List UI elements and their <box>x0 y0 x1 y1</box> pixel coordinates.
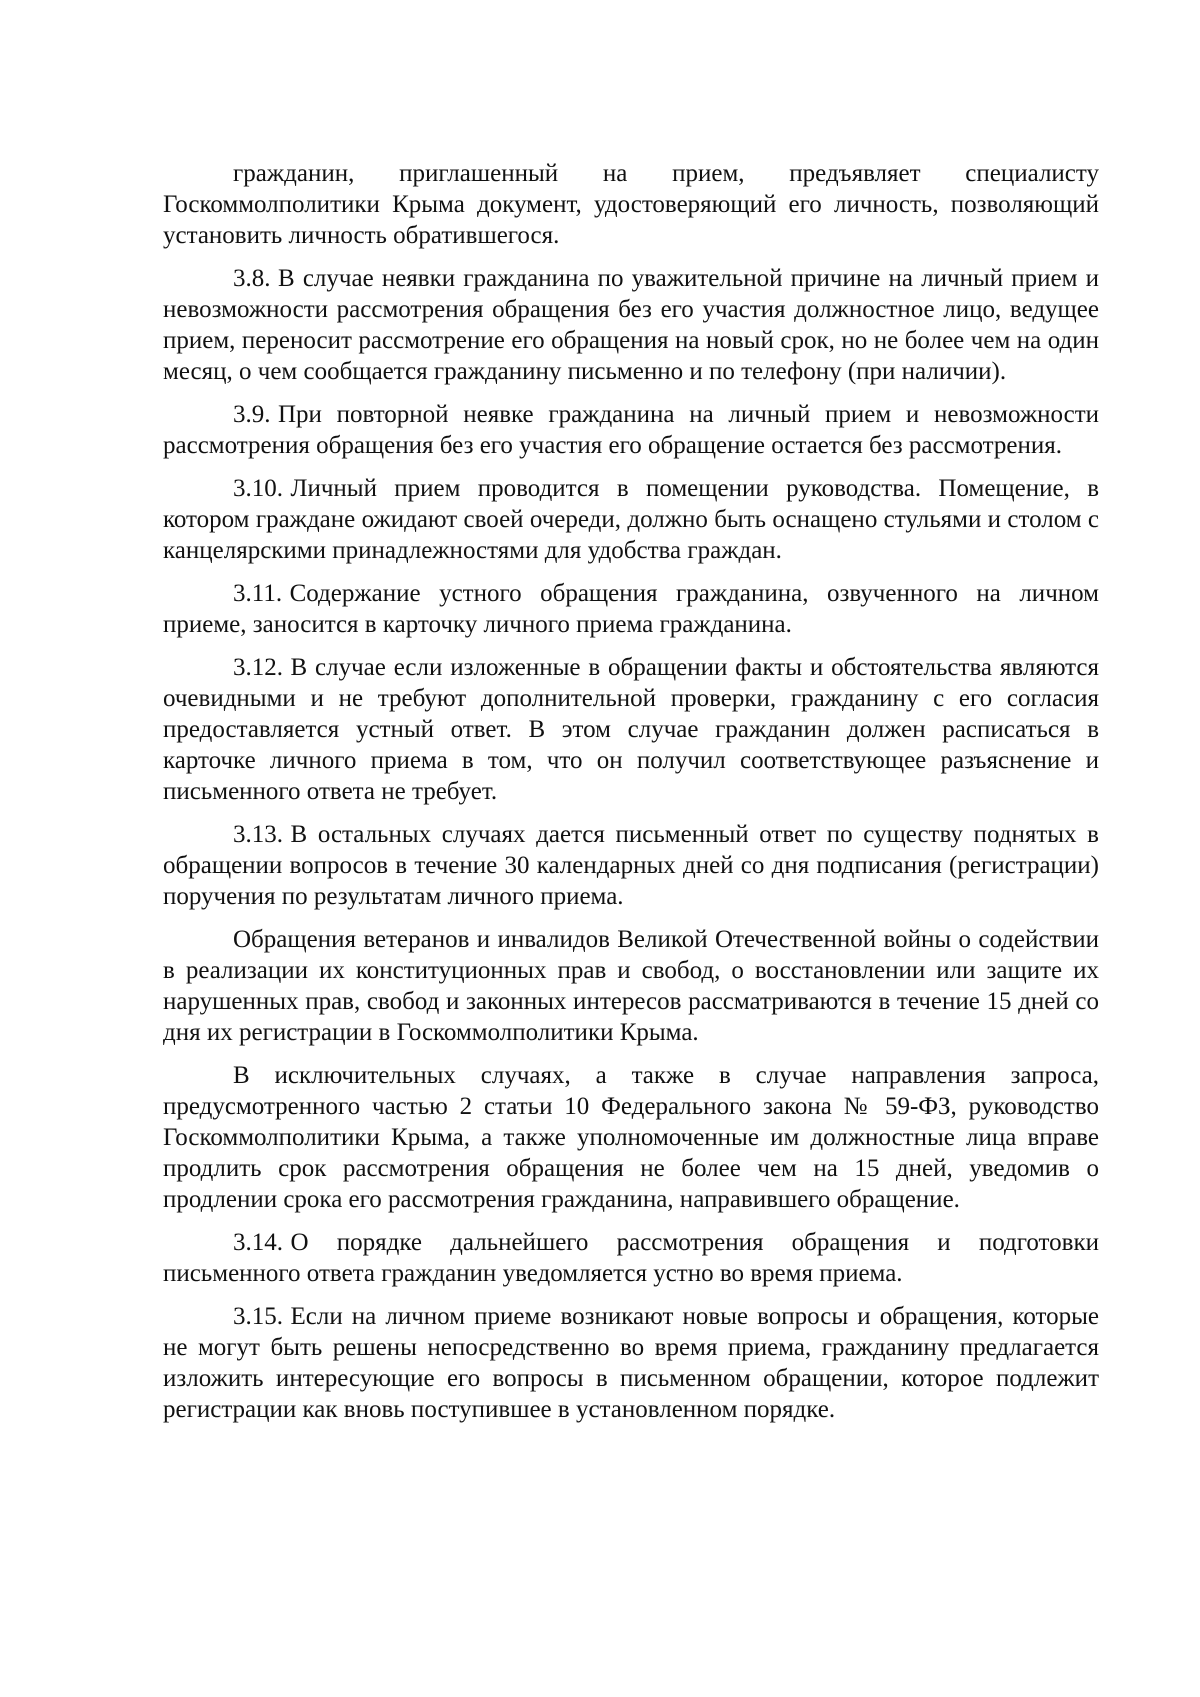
paragraph-text: Содержание устного обращения гражданина, озвученного на личном приеме, заносится в карточку личного приема гражданина. <box>163 580 1099 638</box>
paragraph-text: гражданин, приглашенный на прием, предъявляет специалисту Госкоммолполитики Крыма документ, удостоверяющий его личность, позволяющий установить личность обратившегося. <box>163 160 1099 249</box>
paragraph-text: Личный прием проводится в помещении руководства. Помещение, в котором граждане ожидают своей очереди, должно быть оснащено стульями и столом с канцелярскими принадлежностями для удобства граждан. <box>163 475 1099 564</box>
paragraph-number: 3.15. <box>233 1303 283 1330</box>
paragraph-number: 3.10. <box>233 475 283 502</box>
paragraph-number: 3.12. <box>233 654 283 681</box>
paragraph-3-13 <box>163 819 1099 912</box>
paragraph-number: 3.8. <box>233 265 271 292</box>
paragraph-text: При повторной неявке гражданина на личный прием и невозможности рассмотрения обращения без его участия его обращение остается без рассмотрения. <box>163 401 1099 459</box>
paragraph-3-10 <box>163 473 1099 566</box>
paragraph-3-12 <box>163 652 1099 807</box>
paragraph-text: О порядке дальнейшего рассмотрения обращения и подготовки письменного ответа гражданин уведомляется устно во время приема. <box>163 1229 1099 1287</box>
paragraph-text: В остальных случаях дается письменный ответ по существу поднятых в обращении вопросов в течение 30 календарных дней со дня подписания (регистрации) поручения по результатам личного приема. <box>163 821 1099 910</box>
paragraph-number: 3.11. <box>233 580 283 607</box>
paragraph-text: Обращения ветеранов и инвалидов Великой Отечественной войны о содействии в реализации их конституционных прав и свобод, о восстановлении или защите их нарушенных прав, свобод и законных интересов рассматриваются в течение 15 дней со дня их регистрации в Госкоммолполитики Крыма. <box>163 926 1099 1046</box>
paragraph-3-9 <box>163 399 1099 461</box>
paragraph-3-15 <box>163 1301 1099 1425</box>
paragraph-veterans <box>163 924 1099 1048</box>
paragraph-3-14 <box>163 1227 1099 1289</box>
paragraph-3-8 <box>163 263 1099 387</box>
paragraph-text: В случае неявки гражданина по уважительной причине на личный прием и невозможности рассмотрения обращения без его участия должностное лицо, ведущее прием, переносит рассмотрение его обращения на новый срок, но не более чем на один месяц, о чем сообщается гражданину письменно и по телефону (при наличии). <box>163 265 1099 385</box>
paragraph-number: 3.9. <box>233 401 271 428</box>
paragraph-text: В случае если изложенные в обращении факты и обстоятельства являются очевидными и не требуют дополнительной проверки, гражданину с его согласия предоставляется устный ответ. В этом случае гражданин должен расписаться в карточке личного приема в том, что он получил соответствующее разъяснение и письменного ответа не требует. <box>163 654 1099 805</box>
paragraph-number: 3.14. <box>233 1229 283 1256</box>
paragraph-exceptional-cases <box>163 1060 1099 1215</box>
paragraph-3-11 <box>163 578 1099 640</box>
paragraph-number: 3.13. <box>233 821 283 848</box>
paragraph-3-7-continuation <box>163 158 1099 251</box>
paragraph-text: В исключительных случаях, а также в случае направления запроса, предусмотренного частью 2 статьи 10 Федерального закона № 59-ФЗ, руководство Госкоммолполитики Крыма, а также уполномоченные им должностные лица вправе продлить срок рассмотрения обращения не более чем на 15 дней, уведомив о продлении срока его рассмотрения гражданина, направившего обращение. <box>163 1062 1099 1213</box>
paragraph-text: Если на личном приеме возникают новые вопросы и обращения, которые не могут быть решены непосредственно во время приема, гражданину предлагается изложить интересующие его вопросы в письменном обращении, которое подлежит регистрации как вновь поступившее в установленном порядке. <box>163 1303 1099 1423</box>
document-page <box>163 158 1099 1437</box>
